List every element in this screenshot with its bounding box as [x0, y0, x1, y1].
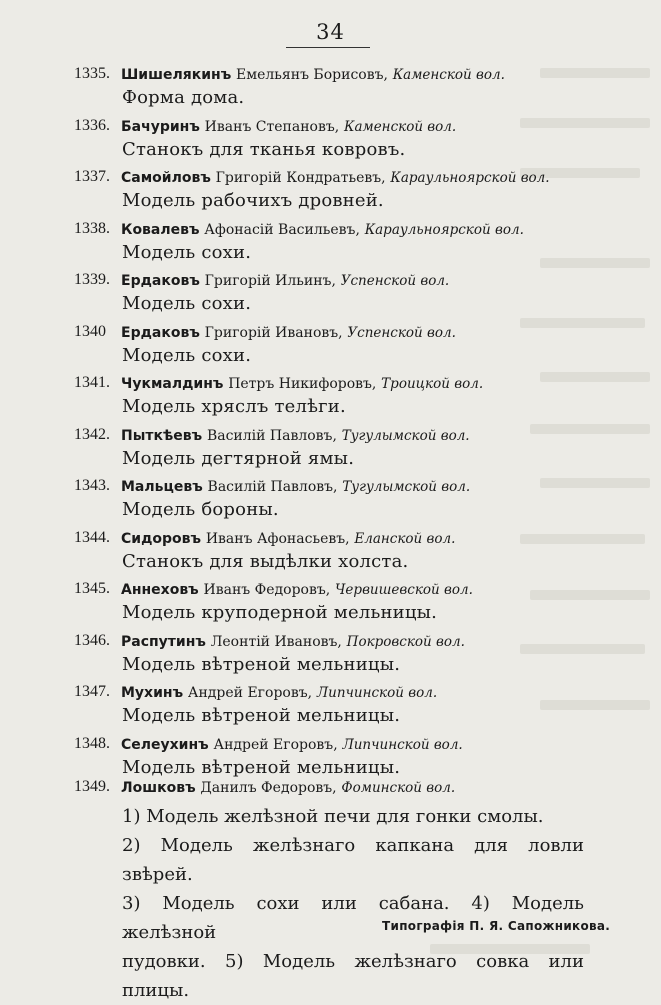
entry-volost: Успенской вол. — [340, 273, 450, 289]
bleed-through — [520, 318, 645, 328]
entry-name-line — [121, 166, 550, 189]
entry-item: Форма дома. — [122, 87, 245, 108]
bleed-through — [540, 258, 650, 268]
bleed-through — [520, 644, 645, 654]
entry-surname: Пыткѣевъ — [121, 427, 203, 444]
bleed-through — [530, 590, 650, 600]
entry-given-name: Иванъ Степановъ, — [204, 118, 340, 135]
entry-number: 1337. — [74, 168, 110, 185]
entry-item: Модель сохи. — [122, 344, 252, 366]
entry-number: 1346. — [74, 631, 110, 649]
entry-item: Станокъ для выдѣлки холста. — [122, 550, 409, 572]
entry-volost: Караульноярской вол. — [390, 170, 550, 186]
entry-number: 1343. — [74, 477, 110, 494]
entry-given-name: Григорій Ивановъ, — [204, 324, 343, 341]
entry-number: 1336. — [74, 116, 110, 134]
entry-number: 1342. — [74, 425, 110, 443]
entry-surname: Селеухинъ — [121, 736, 209, 753]
entry-item: Модель круподерной мельницы. — [122, 602, 438, 623]
entry-name-line — [121, 218, 524, 241]
entry-item: Станокъ для тканья ковровъ. — [122, 138, 406, 160]
entry-given-name: Петръ Никифоровъ, — [228, 376, 377, 392]
bleed-through — [540, 700, 650, 710]
entry-volost: Покровской вол. — [346, 633, 465, 650]
entry-surname: Ердаковъ — [121, 273, 200, 289]
entry-given-name: Афонасій Васильевъ, — [204, 221, 360, 238]
header-rule — [286, 47, 370, 48]
entry-volost: Червишевской вол. — [335, 582, 473, 598]
entry-given-name: Емельянъ Борисовъ, — [236, 67, 388, 83]
entry-name-line — [121, 630, 465, 653]
entry-name-line — [121, 681, 437, 704]
entry-surname: Шишелякинъ — [121, 67, 232, 83]
entry-volost: Фоминской вол. — [341, 780, 456, 796]
entry-name-line — [121, 321, 456, 344]
bleed-through — [520, 118, 650, 128]
entry-surname: Мухинъ — [121, 685, 184, 701]
entry-item: Модель рабочихъ дровней. — [122, 190, 384, 211]
entry-surname: Бачуринъ — [121, 118, 200, 135]
entry-item: Модель сохи. — [122, 241, 252, 263]
entry-volost: Каменской вол. — [392, 67, 505, 83]
bleed-through — [540, 68, 650, 78]
entry-given-name: Леонтій Ивановъ, — [210, 633, 342, 650]
entry-item-line: пудовки. 5) Модель желѣзнаго совка или плицы. — [122, 951, 584, 1001]
bleed-through — [540, 372, 650, 382]
entry-given-name: Григорій Ильинъ, — [204, 273, 336, 289]
bleed-through — [530, 424, 650, 434]
entry-given-name: Василій Павловъ, — [206, 427, 337, 444]
entry-given-name: Иванъ Афонасьевъ, — [205, 530, 350, 547]
entry-number: 1345. — [74, 580, 110, 597]
entry-name-line — [121, 63, 505, 86]
entry-surname: Лошковъ — [121, 780, 196, 796]
entry-item-line: 3) Модель сохи или сабана. 4) Модель желѣзной — [122, 893, 584, 943]
entry-number: 1347. — [74, 683, 110, 700]
entry-name-line — [121, 527, 455, 550]
entry-surname: Ковалевъ — [121, 221, 200, 238]
entry-name-line — [121, 776, 455, 799]
entry-item: Модель вѣтреной мельницы. — [122, 705, 401, 726]
entry-item-line: 1) Модель желѣзной печи для гонки смолы. — [122, 806, 544, 827]
entry-volost: Троицкой вол. — [381, 376, 484, 392]
entry-name-line — [121, 578, 473, 601]
printer-imprint: Типографія П. Я. Сапожникова. — [382, 919, 611, 933]
page-number: 34 — [316, 20, 345, 44]
entry-surname: Сидоровъ — [121, 530, 202, 547]
entry-surname: Чукмалдинъ — [121, 376, 224, 392]
entry-number: 1335. — [74, 65, 110, 82]
entry-surname: Самойловъ — [121, 170, 211, 186]
bleed-through — [540, 478, 650, 488]
entry-name-line — [121, 115, 456, 138]
entry-number: 1339. — [74, 271, 110, 288]
entry-number: 1344. — [74, 528, 110, 546]
entry-volost: Успенской вол. — [347, 324, 456, 341]
entry-item: Модель вѣтреной мельницы. — [122, 653, 401, 675]
entry-volost: Тугулымской вол. — [342, 479, 471, 495]
entry-number: 1340 — [74, 322, 106, 340]
entry-number: 1341. — [74, 374, 110, 391]
entry-items — [122, 802, 584, 1005]
entry-item: Модель бороны. — [122, 499, 279, 520]
entry-name-line — [121, 372, 483, 395]
entry-given-name: Григорій Кондратьевъ, — [215, 170, 386, 186]
entry-item: Модель сохи. — [122, 293, 252, 314]
entry-item: Модель дегтярной ямы. — [122, 447, 355, 469]
entry-volost: Тугулымской вол. — [341, 427, 470, 444]
entry-given-name: Андрей Егоровъ, — [213, 736, 338, 753]
entry-name-line — [121, 733, 463, 756]
entry-number: 1338. — [74, 219, 110, 237]
entry-volost: Липчинской вол. — [316, 685, 438, 701]
entry-surname: Распутинъ — [121, 633, 206, 650]
entry-given-name: Василій Павловъ, — [207, 479, 338, 495]
entry-volost: Еланской вол. — [354, 530, 456, 547]
entry-given-name: Иванъ Федоровъ, — [203, 582, 331, 598]
entry-surname: Ердаковъ — [121, 324, 200, 341]
entry-volost: Каменской вол. — [344, 118, 457, 135]
entry-item-line: 2) Модель желѣзнаго капкана для ловли звѣрей. — [122, 835, 584, 885]
entry-number: 1349. — [74, 778, 110, 795]
entry-volost: Караульноярской вол. — [364, 221, 524, 238]
entry-given-name: Андрей Егоровъ, — [187, 685, 313, 701]
entry-given-name: Данилъ Федоровъ, — [200, 780, 337, 796]
entry-surname: Аннеховъ — [121, 582, 199, 598]
entry-name-line — [121, 424, 470, 447]
entry-item: Модель хряслъ телѣги. — [122, 396, 346, 417]
entry-name-line — [121, 475, 470, 498]
entry-number: 1348. — [74, 734, 110, 752]
entry-name-line — [121, 269, 449, 292]
entry-surname: Мальцевъ — [121, 479, 203, 495]
entry-volost: Липчинской вол. — [342, 736, 463, 753]
bleed-through — [520, 534, 645, 544]
entry-item: Модель вѣтреной мельницы. — [122, 756, 401, 778]
